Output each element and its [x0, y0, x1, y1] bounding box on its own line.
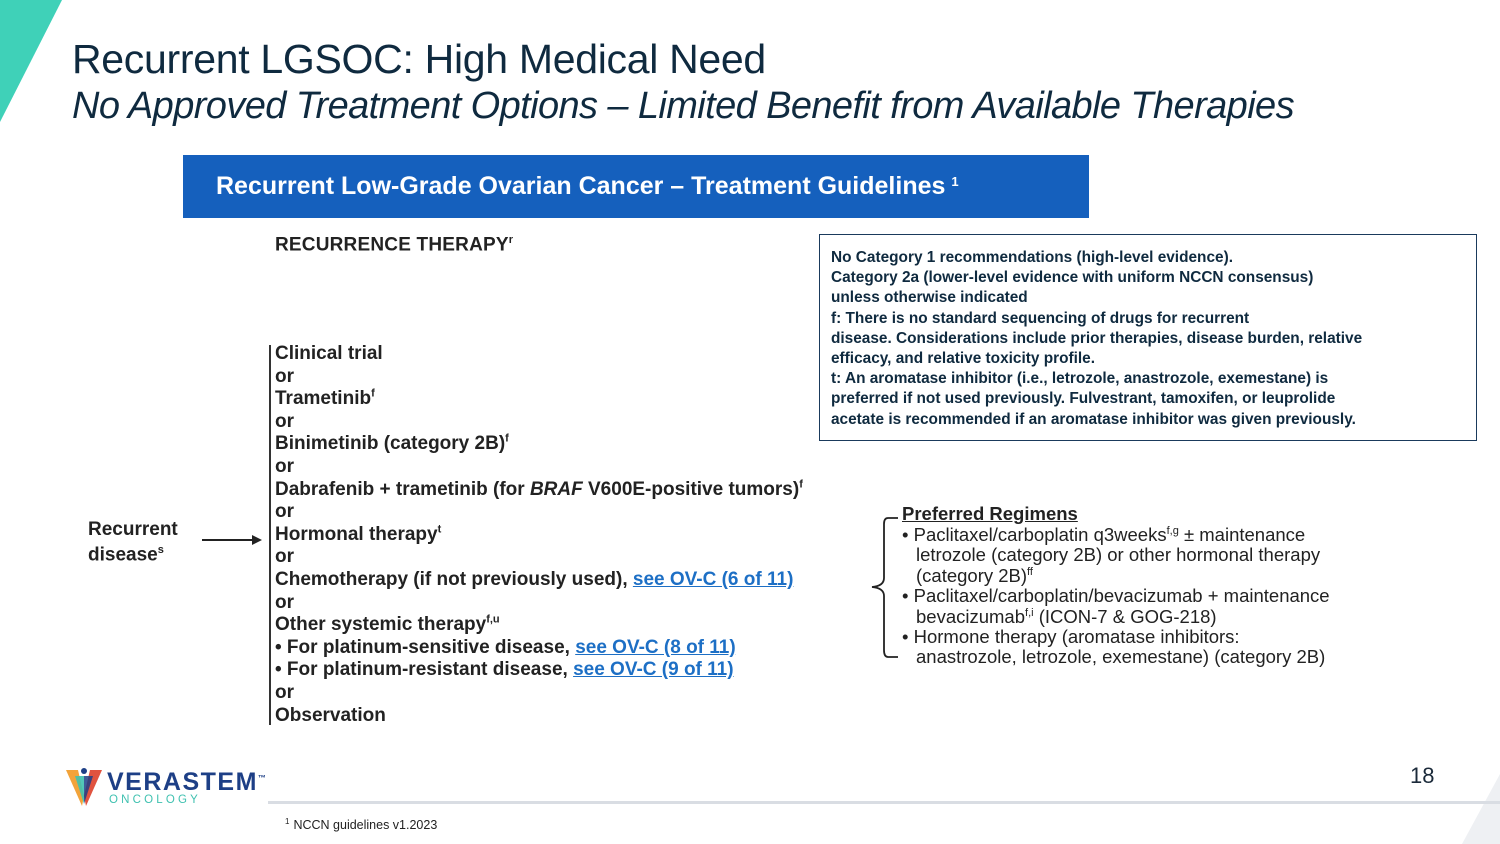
- footnote-mark: 1: [285, 817, 290, 826]
- slide-subtitle: No Approved Treatment Options – Limited Benefit from Available Therapies: [72, 85, 1294, 127]
- note-line: No Category 1 recommendations (high-level evidence).: [831, 249, 1233, 266]
- option-platinum-resistant: [275, 659, 803, 682]
- regimen-line: [902, 525, 1330, 545]
- footnote: [285, 817, 437, 832]
- preferred-regimens: [902, 503, 1330, 668]
- recurrence-heading-sup: r: [508, 234, 514, 246]
- regimen-sup: f,g: [1166, 524, 1179, 537]
- option-clinical-trial: Clinical trial: [275, 343, 383, 364]
- banner-footnote-ref: 1: [951, 174, 959, 189]
- or-connector: or: [275, 455, 294, 477]
- disease-sup: s: [157, 544, 164, 556]
- note-line: efficacy, and relative toxicity profile.: [831, 350, 1096, 368]
- recurrence-heading-text: RECURRENCE THERAPY: [275, 234, 509, 256]
- regimen-sup: f,i: [1025, 606, 1034, 619]
- option-text: Dabrafenib + trametinib (for: [275, 478, 530, 500]
- regimen-text: ± maintenance: [1178, 524, 1306, 545]
- or-connector: or: [275, 591, 294, 613]
- curly-brace-icon: [864, 516, 900, 660]
- option-platinum-sensitive: [275, 637, 803, 660]
- option-sup: f: [371, 387, 375, 400]
- note-line: unless otherwise indicated: [831, 289, 1028, 307]
- regimen-line: [902, 607, 1330, 627]
- option-sup: t: [437, 523, 442, 536]
- corner-accent: [0, 0, 62, 122]
- regimen-line: [902, 566, 1330, 586]
- logo-wordmark: [107, 768, 266, 797]
- ov-c-6-link[interactable]: see OV-C (6 of 11): [632, 568, 794, 590]
- option-sup: f,u: [486, 613, 500, 626]
- note-line: f: There is no standard sequencing of drugs for recurrent: [831, 309, 1250, 327]
- option-other-systemic: [275, 614, 803, 637]
- verastem-logo-icon: [64, 766, 104, 810]
- regimen-text: (category 2B): [916, 564, 1028, 586]
- option-chemotherapy: [275, 569, 803, 592]
- option-text: V600E-positive tumors): [582, 478, 800, 500]
- option-text: Other systemic therapy: [275, 614, 487, 636]
- ov-c-8-link[interactable]: see OV-C (8 of 11): [575, 636, 736, 658]
- note-line: preferred if not used previously. Fulvestrant, tamoxifen, or leuprolide: [831, 390, 1336, 408]
- regimen-text: • Paclitaxel/carboplatin q3weeks: [902, 524, 1167, 545]
- option-text: • For platinum-resistant disease,: [275, 659, 574, 681]
- option-sup: f: [505, 433, 509, 446]
- option-trametinib: [275, 388, 803, 411]
- regimen-text: (ICON-7 & GOG-218): [1033, 605, 1217, 627]
- guidelines-banner: [183, 155, 1089, 218]
- regimen-text: bevacizumab: [916, 605, 1026, 627]
- option-hormonal: [275, 524, 803, 547]
- preferred-regimens-title: Preferred Regimens: [902, 503, 1078, 524]
- option-text: • For platinum-sensitive disease,: [275, 636, 576, 658]
- option-text: Binimetinib (category 2B): [275, 433, 506, 455]
- corner-decoration: [1462, 774, 1500, 844]
- ov-c-9-link[interactable]: see OV-C (9 of 11): [573, 659, 734, 681]
- notes-box: [819, 234, 1477, 441]
- option-text: Hormonal therapy: [275, 523, 438, 545]
- option-sup: f: [799, 478, 803, 491]
- recurrent-disease-label: [88, 519, 178, 565]
- regimen-line: letrozole (category 2B) or other hormonal therapy: [916, 544, 1321, 566]
- options-bracket-line: [269, 345, 271, 725]
- recurrence-therapy-heading: [275, 234, 513, 256]
- logo-name: VERASTEM: [107, 768, 258, 796]
- or-connector: or: [275, 365, 294, 387]
- logo-tm: ™: [257, 773, 266, 783]
- page-number: 18: [1410, 763, 1435, 788]
- recurrent-line: Recurrent: [88, 519, 178, 540]
- arrow-right-icon: [200, 532, 264, 548]
- or-connector: or: [275, 681, 294, 703]
- therapy-options-list: [275, 343, 803, 727]
- regimen-line: • Paclitaxel/carboplatin/bevacizumab + maintenance: [902, 585, 1330, 607]
- footer-divider: [268, 801, 1500, 804]
- option-binimetinib: [275, 433, 803, 456]
- or-connector: or: [275, 546, 294, 568]
- note-line: acetate is recommended if an aromatase inhibitor was given previously.: [831, 410, 1356, 428]
- logo-subtitle: ONCOLOGY: [109, 794, 202, 806]
- option-text: Trametinib: [275, 388, 372, 410]
- option-gene: BRAF: [529, 478, 583, 500]
- option-observation: Observation: [275, 704, 386, 726]
- note-line: Category 2a (lower-level evidence with uniform NCCN consensus): [831, 269, 1314, 287]
- regimen-line: • Hormone therapy (aromatase inhibitors:: [902, 625, 1240, 647]
- disease-line: disease: [88, 544, 158, 566]
- or-connector: or: [275, 410, 294, 432]
- note-line: disease. Considerations include prior therapies, disease burden, relative: [831, 329, 1363, 347]
- footnote-text: NCCN guidelines v1.2023: [293, 818, 438, 833]
- option-text: Chemotherapy (if not previously used),: [275, 568, 633, 590]
- or-connector: or: [275, 501, 294, 523]
- note-line: t: An aromatase inhibitor (i.e., letrozole, anastrozole, exemestane) is: [831, 370, 1329, 388]
- regimen-line: anastrozole, letrozole, exemestane) (category 2B): [916, 646, 1326, 668]
- regimen-sup: ff: [1027, 565, 1033, 578]
- option-dabrafenib: [275, 479, 803, 502]
- banner-text: Recurrent Low-Grade Ovarian Cancer – Treatment Guidelines: [216, 172, 946, 200]
- slide-title: Recurrent LGSOC: High Medical Need: [72, 36, 766, 82]
